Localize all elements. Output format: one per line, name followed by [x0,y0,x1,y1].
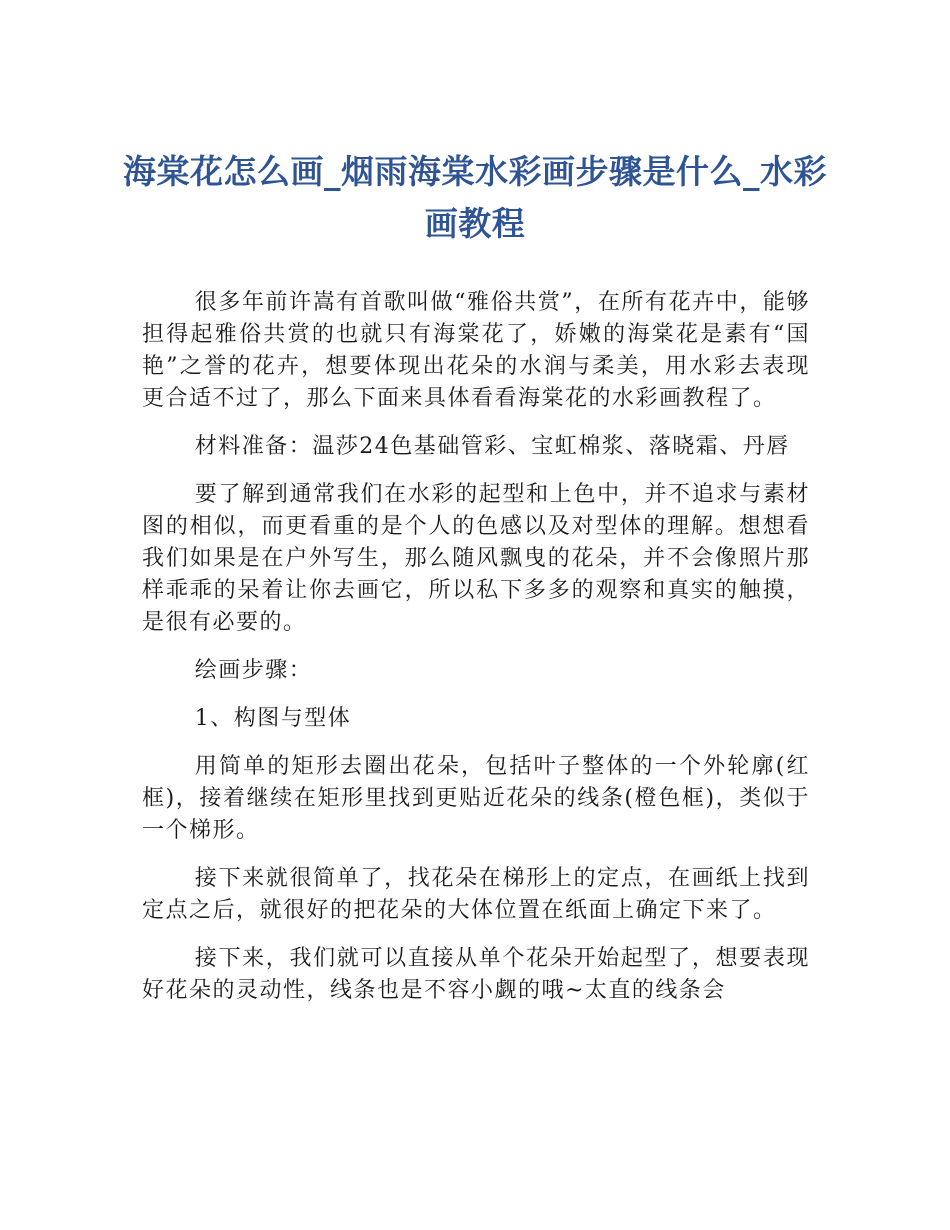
paragraph-composition: 用简单的矩形去圈出花朵，包括叶子整体的一个外轮廓(红框)，接着继续在矩形里找到更贴近花朵的线条(橙色框)，类似于一个梯形。 [142,754,810,843]
paragraph-single-flower: 接下来，我们就可以直接从单个花朵开始起型了，想要表现好花朵的灵动性，线条也是不容小觑的哦~太直的线条会 [142,946,810,1003]
document-body [142,287,810,1023]
paragraph-intro: 很多年前许嵩有首歌叫做“雅俗共赏”，在所有花卉中，能够担得起雅俗共赏的也就只有海棠花了，娇嫩的海棠花是素有“国艳”之誉的花卉，想要体现出花朵的水润与柔美，用水彩去表现更合适不过了，那么下面来具体看看海棠花的水彩画教程了。 [142,290,810,411]
paragraph-observation: 要了解到通常我们在水彩的起型和上色中，并不追求与素材图的相似，而更看重的是个人的色感以及对型体的理解。想想看我们如果是在户外写生，那么随风飘曳的花朵，并不会像照片那样乖乖的呆着让你去画它，所以私下多多的观察和真实的触摸，是很有必要的。 [142,482,810,635]
paragraph-anchor-points: 接下来就很简单了，找花朵在梯形上的定点，在画纸上找到定点之后，就很好的把花朵的大体位置在纸面上确定下来了。 [142,866,810,923]
paragraph-step-1-heading: 1、构图与型体 [194,706,352,731]
paragraph-materials: 材料准备：温莎24色基础管彩、宝虹棉浆、落晓霜、丹唇 [194,434,790,459]
document-title: 海棠花怎么画_烟雨海棠水彩画步骤是什么_水彩画教程 [123,152,827,243]
paragraph-steps-heading: 绘画步骤： [194,658,313,683]
